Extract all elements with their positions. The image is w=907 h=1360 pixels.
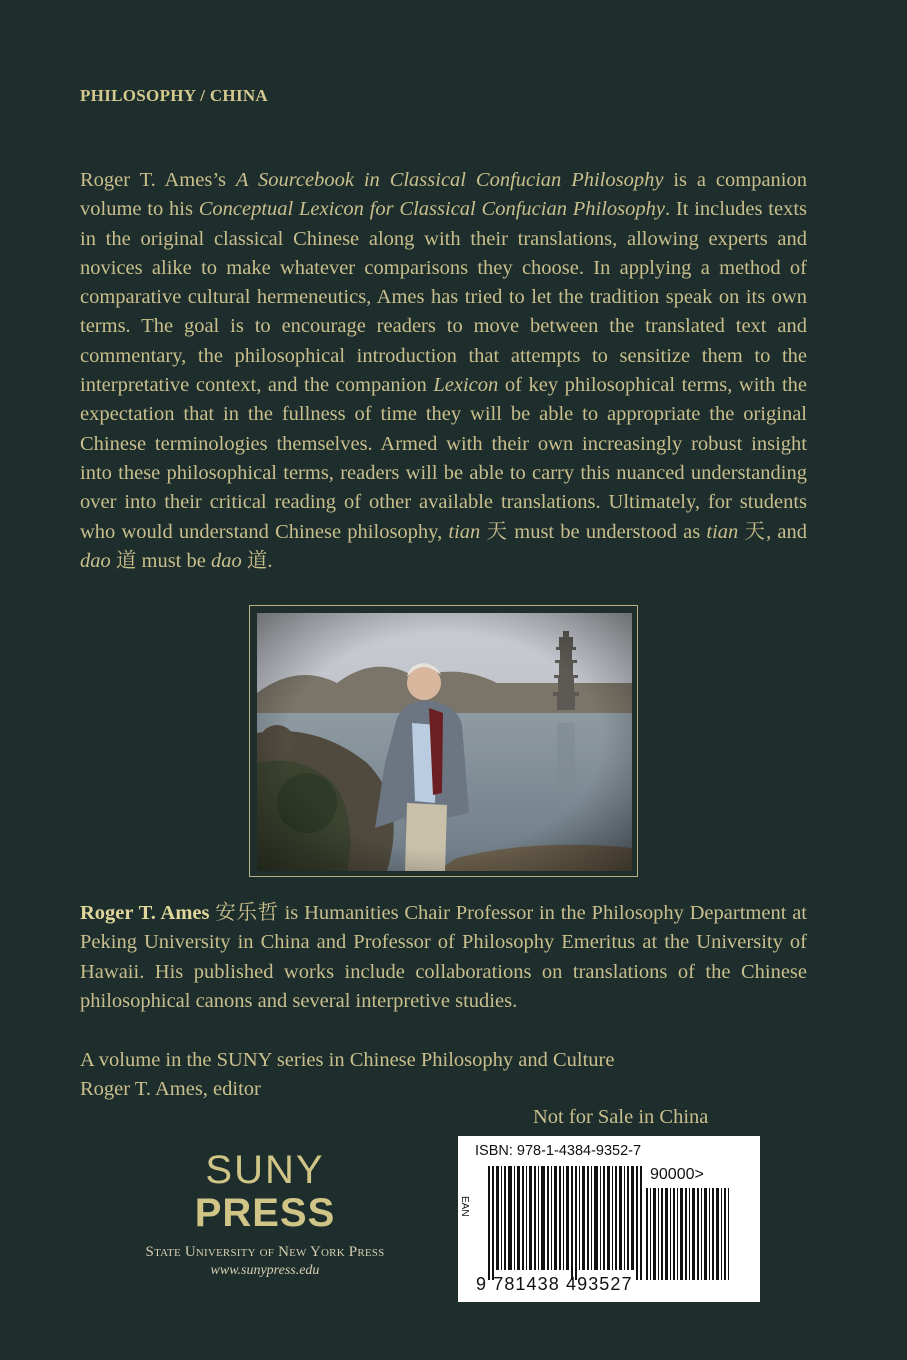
ean-label: EAN [459,1196,470,1217]
category-label: PHILOSOPHY / CHINA [80,86,269,105]
price-code: 90000> [650,1166,704,1183]
author-bio: Roger T. Ames 安乐哲 is Humanities Chair Professor in the Philosophy Department at Peking University in China and Professor of Philosophy Emeritus at the University of Hawaii. His published works include collaborations on translations of the Chinese philosophical canons and several interpretive studies. [80,902,807,1012]
publisher-suny: SUNY [205,1148,325,1192]
publisher-press: PRESS [194,1191,336,1235]
publisher-logo [130,1148,400,1279]
publisher-website: www.sunypress.edu [210,1263,320,1278]
isbn-text: ISBN: 978-1-4384-9352-7 [475,1143,642,1159]
not-for-sale-label: Not for Sale in China [533,1106,709,1128]
book-description: Roger T. Ames’s A Sourcebook in Classical Confucian Philosophy is a companion volume to his Conceptual Lexicon for Classical Confucian Philosophy. It includes texts in the original classical Chinese along with their translations, allowing experts and novices alike to make whatever comparisons they choose. In applying a method of comparative cultural hermeneutics, Ames has tried to let the tradition speak on its own terms. The goal is to encourage readers to move between the translated text and commentary, the philosophical introduction that attempts to sensitize them to the interpretative context, and the companion Lexicon of key philosophical terms, with the expectation that in the fullness of time they will be able to appropriate the original Chinese terminologies themselves. Armed with their own increasingly robust insight into these philosophical terms, readers will be able to carry this nuanced understanding over into their critical reading of other available translations. Ultimately, for students who would understand Chinese philosophy, tian 天 must be understood as tian 天, and dao 道 must be dao 道. [80,169,808,572]
barcode-digits: 9 781438 493527 [476,1274,633,1294]
author-photo [257,613,632,871]
author-photo-frame [249,605,638,877]
series-note: A volume in the SUNY series in Chinese Philosophy and Culture Roger T. Ames, editor [80,1049,615,1101]
barcode [458,1136,760,1302]
publisher-name: State University of New York Press [145,1244,385,1260]
